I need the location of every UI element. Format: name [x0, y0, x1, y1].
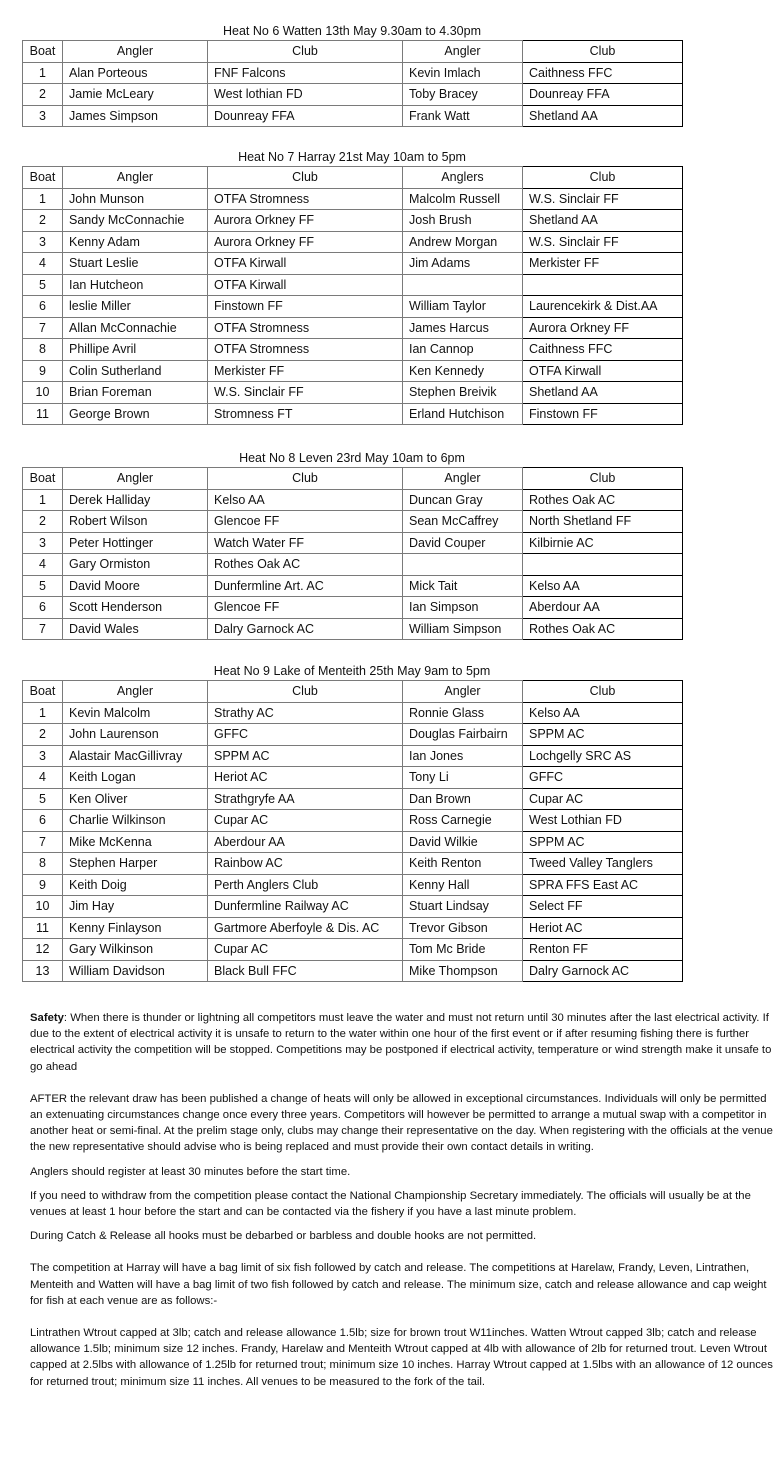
boat-cell: 3 [23, 105, 63, 127]
club-2-cell: Renton FF [523, 939, 683, 961]
heat-draw-table [22, 166, 683, 425]
club-cell: Aurora Orkney FF [208, 210, 403, 232]
angler-2-cell: William Simpson [403, 618, 523, 640]
angler-2-cell: Trevor Gibson [403, 917, 523, 939]
table-row [23, 917, 683, 939]
club-cell: Watch Water FF [208, 532, 403, 554]
club-2-cell: Finstown FF [523, 403, 683, 425]
angler-2-cell: Jim Adams [403, 253, 523, 275]
heat-8-section [22, 449, 682, 640]
table-row [23, 702, 683, 724]
bag-limits-paragraph: The competition at Harray will have a bag limit of six fish followed by catch and release. The competitions at Harelaw, Frandy, Leven, Lintrathen, Menteith and Watten will have a bag limit of two fish followed by catch and release. The minimum size, catch and release allowance and cap weight for fish at each venue are as follows:- [30, 1262, 767, 1307]
table-header-row [23, 41, 683, 63]
angler-2-cell: David Wilkie [403, 831, 523, 853]
angler-2-cell: Ronnie Glass [403, 702, 523, 724]
table-row [23, 231, 683, 253]
boat-cell: 3 [23, 532, 63, 554]
club-2-cell: SPPM AC [523, 831, 683, 853]
heat-title: Heat No 7 Harray 21st May 10am to 5pm [238, 150, 466, 164]
club-cell: OTFA Stromness [208, 339, 403, 361]
club-cell: Aurora Orkney FF [208, 231, 403, 253]
boat-cell: 13 [23, 960, 63, 982]
angler-2-cell: Toby Bracey [403, 84, 523, 106]
club-cell: Rainbow AC [208, 853, 403, 875]
angler-2-cell: Stuart Lindsay [403, 896, 523, 918]
club-2-cell [523, 274, 683, 296]
column-header-angler-2: Angler [403, 681, 523, 703]
angler-cell: Peter Hottinger [63, 532, 208, 554]
club-cell: Dounreay FFA [208, 105, 403, 127]
heat-draw-table [22, 467, 683, 640]
angler-2-cell: Erland Hutchison [403, 403, 523, 425]
club-cell: Black Bull FFC [208, 960, 403, 982]
table-row [23, 745, 683, 767]
angler-cell: Phillipe Avril [63, 339, 208, 361]
angler-2-cell: Tom Mc Bride [403, 939, 523, 961]
club-2-cell: Rothes Oak AC [523, 618, 683, 640]
column-header-angler: Angler [63, 681, 208, 703]
venue-rules-paragraph: Lintrathen Wtrout capped at 3lb; catch and release allowance 1.5lb; size for brown trout W11inches. Watten Wtrout capped 3lb; catch and release allowance 1.5lb; minimum size 12 inches. Frandy, Harelaw and Menteith Wtrout capped at 4lb with allowance of 2lb for returned trout. Leven Wtrout capped at 2.5lbs with allowance of 1.25lb for returned trout; minimum size 10 inches. Harray Wtrout capped at 1.5lbs with an allowance of 12 ounces for returned trout; minimum size 11 inches. All venues to be measured to the fork of the tail. [30, 1327, 773, 1388]
club-2-cell: GFFC [523, 767, 683, 789]
club-cell: Rothes Oak AC [208, 554, 403, 576]
club-cell: Cupar AC [208, 810, 403, 832]
heat-7-section [22, 148, 682, 425]
club-cell: Perth Anglers Club [208, 874, 403, 896]
angler-2-cell: Mick Tait [403, 575, 523, 597]
table-row [23, 62, 683, 84]
column-header-club: Club [208, 468, 403, 490]
boat-cell: 1 [23, 702, 63, 724]
boat-cell: 6 [23, 296, 63, 318]
angler-2-cell: Tony Li [403, 767, 523, 789]
angler-cell: Brian Foreman [63, 382, 208, 404]
table-row [23, 511, 683, 533]
angler-2-cell: William Taylor [403, 296, 523, 318]
boat-cell: 4 [23, 554, 63, 576]
angler-2-cell: Dan Brown [403, 788, 523, 810]
boat-cell: 1 [23, 489, 63, 511]
club-2-cell: Kelso AA [523, 575, 683, 597]
table-row [23, 788, 683, 810]
column-header-boat: Boat [23, 41, 63, 63]
boat-cell: 11 [23, 403, 63, 425]
table-row [23, 810, 683, 832]
club-2-cell: SPRA FFS East AC [523, 874, 683, 896]
safety-paragraph [30, 1010, 778, 1075]
column-header-angler-2: Angler [403, 468, 523, 490]
angler-cell: Ken Oliver [63, 788, 208, 810]
boat-cell: 7 [23, 618, 63, 640]
table-row [23, 360, 683, 382]
table-row [23, 618, 683, 640]
column-header-club-2: Club [523, 681, 683, 703]
club-2-cell: W.S. Sinclair FF [523, 231, 683, 253]
table-row [23, 188, 683, 210]
boat-cell: 2 [23, 84, 63, 106]
table-row [23, 489, 683, 511]
club-2-cell: W.S. Sinclair FF [523, 188, 683, 210]
club-cell: Glencoe FF [208, 597, 403, 619]
boat-cell: 7 [23, 831, 63, 853]
column-header-angler: Angler [63, 167, 208, 189]
angler-2-cell: David Couper [403, 532, 523, 554]
competition-notes [30, 1010, 778, 1390]
angler-cell: Colin Sutherland [63, 360, 208, 382]
boat-cell: 2 [23, 724, 63, 746]
angler-cell: Scott Henderson [63, 597, 208, 619]
table-row [23, 767, 683, 789]
withdraw-paragraph: If you need to withdraw from the competition please contact the National Championship Secretary immediately. The officials will usually be at the venues at least 1 hour before the start and can be contacted via the fishery if you have a last minute problem. [30, 1189, 751, 1219]
angler-cell: Derek Halliday [63, 489, 208, 511]
boat-cell: 11 [23, 917, 63, 939]
club-cell: Merkister FF [208, 360, 403, 382]
club-cell: Strathy AC [208, 702, 403, 724]
club-2-cell: Kelso AA [523, 702, 683, 724]
angler-cell: John Munson [63, 188, 208, 210]
table-row [23, 84, 683, 106]
boat-cell: 1 [23, 62, 63, 84]
club-2-cell: Laurencekirk & Dist.AA [523, 296, 683, 318]
angler-cell: John Laurenson [63, 724, 208, 746]
column-header-club: Club [208, 681, 403, 703]
safety-label: Safety [30, 1012, 64, 1024]
angler-cell: David Moore [63, 575, 208, 597]
table-row [23, 339, 683, 361]
table-row [23, 403, 683, 425]
angler-cell: leslie Miller [63, 296, 208, 318]
angler-cell: Kenny Adam [63, 231, 208, 253]
club-cell: OTFA Kirwall [208, 253, 403, 275]
boat-cell: 10 [23, 382, 63, 404]
angler-2-cell: Andrew Morgan [403, 231, 523, 253]
table-row [23, 296, 683, 318]
table-row [23, 532, 683, 554]
angler-cell: Jim Hay [63, 896, 208, 918]
table-row [23, 253, 683, 275]
angler-cell: Kenny Finlayson [63, 917, 208, 939]
table-row [23, 896, 683, 918]
angler-cell: Robert Wilson [63, 511, 208, 533]
club-2-cell: Dounreay FFA [523, 84, 683, 106]
angler-2-cell: Malcolm Russell [403, 188, 523, 210]
club-cell: SPPM AC [208, 745, 403, 767]
club-2-cell: Shetland AA [523, 382, 683, 404]
boat-cell: 5 [23, 788, 63, 810]
column-header-angler-2: Angler [403, 41, 523, 63]
angler-cell: Allan McConnachie [63, 317, 208, 339]
table-header-row [23, 681, 683, 703]
boat-cell: 6 [23, 810, 63, 832]
angler-cell: James Simpson [63, 105, 208, 127]
table-row [23, 382, 683, 404]
column-header-boat: Boat [23, 468, 63, 490]
club-cell: Heriot AC [208, 767, 403, 789]
club-2-cell: Lochgelly SRC AS [523, 745, 683, 767]
angler-2-cell [403, 274, 523, 296]
table-row [23, 317, 683, 339]
angler-cell: Keith Doig [63, 874, 208, 896]
club-2-cell: Shetland AA [523, 105, 683, 127]
club-2-cell: SPPM AC [523, 724, 683, 746]
club-cell: West lothian FD [208, 84, 403, 106]
angler-2-cell [403, 554, 523, 576]
club-cell: OTFA Stromness [208, 317, 403, 339]
boat-cell: 8 [23, 853, 63, 875]
club-cell: Cupar AC [208, 939, 403, 961]
table-header-row [23, 167, 683, 189]
club-2-cell: West Lothian FD [523, 810, 683, 832]
heat-9-section [22, 662, 682, 982]
angler-2-cell: Kevin Imlach [403, 62, 523, 84]
club-2-cell: OTFA Kirwall [523, 360, 683, 382]
angler-cell: Gary Wilkinson [63, 939, 208, 961]
heat-draw-table [22, 40, 683, 127]
column-header-boat: Boat [23, 681, 63, 703]
angler-2-cell: Frank Watt [403, 105, 523, 127]
hooks-paragraph: During Catch & Release all hooks must be debarbed or barbless and double hooks are not permitted. [30, 1230, 537, 1243]
angler-cell: Charlie Wilkinson [63, 810, 208, 832]
table-row [23, 105, 683, 127]
club-cell: Dunfermline Art. AC [208, 575, 403, 597]
boat-cell: 3 [23, 745, 63, 767]
club-cell: Gartmore Aberfoyle & Dis. AC [208, 917, 403, 939]
angler-2-cell: Sean McCaffrey [403, 511, 523, 533]
angler-cell: Keith Logan [63, 767, 208, 789]
column-header-club-2: Club [523, 167, 683, 189]
angler-cell: Stephen Harper [63, 853, 208, 875]
column-header-angler-2: Anglers [403, 167, 523, 189]
angler-cell: Ian Hutcheon [63, 274, 208, 296]
club-2-cell: Aurora Orkney FF [523, 317, 683, 339]
table-row [23, 853, 683, 875]
safety-text: : When there is thunder or lightning all competitors must leave the water and must not return until 30 minutes after the last electrical activity. If due to the extent of electrical activity it is unsafe to return to the water within one hour of the first event or if after resuming fishing there is further electrical activity the competition will be stopped. Competitions may be postponed if electrical activity, temperature or wind strength make it unsafe to go ahead [30, 1012, 772, 1073]
boat-cell: 2 [23, 511, 63, 533]
club-2-cell: Aberdour AA [523, 597, 683, 619]
table-header-row [23, 468, 683, 490]
boat-cell: 6 [23, 597, 63, 619]
club-2-cell: Heriot AC [523, 917, 683, 939]
boat-cell: 1 [23, 188, 63, 210]
club-2-cell: Dalry Garnock AC [523, 960, 683, 982]
heat-change-paragraph: AFTER the relevant draw has been published a change of heats will only be allowed in exceptional circumstances. Individuals will only be permitted an extenuating circumstances change once every three years. Competitors will however be permitted to arrange a mutual swap with a competitor in another heat or semi-final. At the prelim stage only, clubs may change their representative on the day. When registering with the officials at the venue the new representative should advise who is being replaced and must provide their own contact details in writing. [30, 1092, 773, 1154]
table-row [23, 874, 683, 896]
angler-cell: Jamie McLeary [63, 84, 208, 106]
boat-cell: 4 [23, 767, 63, 789]
angler-cell: Stuart Leslie [63, 253, 208, 275]
boat-cell: 9 [23, 874, 63, 896]
club-2-cell: Shetland AA [523, 210, 683, 232]
heat-6-section [22, 22, 682, 127]
column-header-angler: Angler [63, 41, 208, 63]
club-cell: Strathgryfe AA [208, 788, 403, 810]
club-2-cell: Select FF [523, 896, 683, 918]
table-row [23, 274, 683, 296]
angler-cell: Gary Ormiston [63, 554, 208, 576]
angler-cell: Sandy McConnachie [63, 210, 208, 232]
column-header-club: Club [208, 167, 403, 189]
register-paragraph: Anglers should register at least 30 minutes before the start time. [30, 1165, 351, 1178]
club-2-cell: Rothes Oak AC [523, 489, 683, 511]
column-header-club-2: Club [523, 468, 683, 490]
angler-2-cell: Keith Renton [403, 853, 523, 875]
angler-2-cell: Mike Thompson [403, 960, 523, 982]
table-row [23, 597, 683, 619]
angler-2-cell: Ian Simpson [403, 597, 523, 619]
boat-cell: 2 [23, 210, 63, 232]
angler-2-cell: Kenny Hall [403, 874, 523, 896]
table-row [23, 210, 683, 232]
angler-cell: David Wales [63, 618, 208, 640]
angler-2-cell: Josh Brush [403, 210, 523, 232]
column-header-club: Club [208, 41, 403, 63]
angler-cell: William Davidson [63, 960, 208, 982]
heat-title: Heat No 9 Lake of Menteith 25th May 9am to 5pm [213, 664, 491, 678]
club-2-cell: Caithness FFC [523, 339, 683, 361]
club-2-cell: Cupar AC [523, 788, 683, 810]
column-header-boat: Boat [23, 167, 63, 189]
club-2-cell: Merkister FF [523, 253, 683, 275]
boat-cell: 12 [23, 939, 63, 961]
club-2-cell: Tweed Valley Tanglers [523, 853, 683, 875]
boat-cell: 5 [23, 274, 63, 296]
column-header-angler: Angler [63, 468, 208, 490]
club-cell: OTFA Stromness [208, 188, 403, 210]
table-row [23, 554, 683, 576]
boat-cell: 9 [23, 360, 63, 382]
angler-2-cell: Ken Kennedy [403, 360, 523, 382]
club-cell: W.S. Sinclair FF [208, 382, 403, 404]
boat-cell: 10 [23, 896, 63, 918]
angler-2-cell: Duncan Gray [403, 489, 523, 511]
club-cell: Stromness FT [208, 403, 403, 425]
club-cell: GFFC [208, 724, 403, 746]
club-2-cell [523, 554, 683, 576]
angler-cell: Alastair MacGillivray [63, 745, 208, 767]
club-cell: Aberdour AA [208, 831, 403, 853]
club-cell: Glencoe FF [208, 511, 403, 533]
club-cell: Dunfermline Railway AC [208, 896, 403, 918]
table-row [23, 960, 683, 982]
boat-cell: 7 [23, 317, 63, 339]
club-cell: Dalry Garnock AC [208, 618, 403, 640]
table-row [23, 724, 683, 746]
boat-cell: 4 [23, 253, 63, 275]
heat-title: Heat No 8 Leven 23rd May 10am to 6pm [239, 451, 465, 465]
heat-title: Heat No 6 Watten 13th May 9.30am to 4.30pm [222, 24, 481, 38]
boat-cell: 8 [23, 339, 63, 361]
boat-cell: 5 [23, 575, 63, 597]
angler-cell: Alan Porteous [63, 62, 208, 84]
boat-cell: 3 [23, 231, 63, 253]
column-header-club-2: Club [523, 41, 683, 63]
angler-cell: Mike McKenna [63, 831, 208, 853]
club-2-cell: Kilbirnie AC [523, 532, 683, 554]
angler-2-cell: Ross Carnegie [403, 810, 523, 832]
club-cell: OTFA Kirwall [208, 274, 403, 296]
angler-2-cell: Ian Jones [403, 745, 523, 767]
club-cell: Kelso AA [208, 489, 403, 511]
club-cell: FNF Falcons [208, 62, 403, 84]
table-row [23, 831, 683, 853]
angler-2-cell: James Harcus [403, 317, 523, 339]
heat-draw-table [22, 680, 683, 982]
angler-2-cell: Ian Cannop [403, 339, 523, 361]
club-2-cell: North Shetland FF [523, 511, 683, 533]
table-row [23, 939, 683, 961]
angler-2-cell: Douglas Fairbairn [403, 724, 523, 746]
angler-cell: Kevin Malcolm [63, 702, 208, 724]
club-cell: Finstown FF [208, 296, 403, 318]
angler-2-cell: Stephen Breivik [403, 382, 523, 404]
club-2-cell: Caithness FFC [523, 62, 683, 84]
angler-cell: George Brown [63, 403, 208, 425]
table-row [23, 575, 683, 597]
